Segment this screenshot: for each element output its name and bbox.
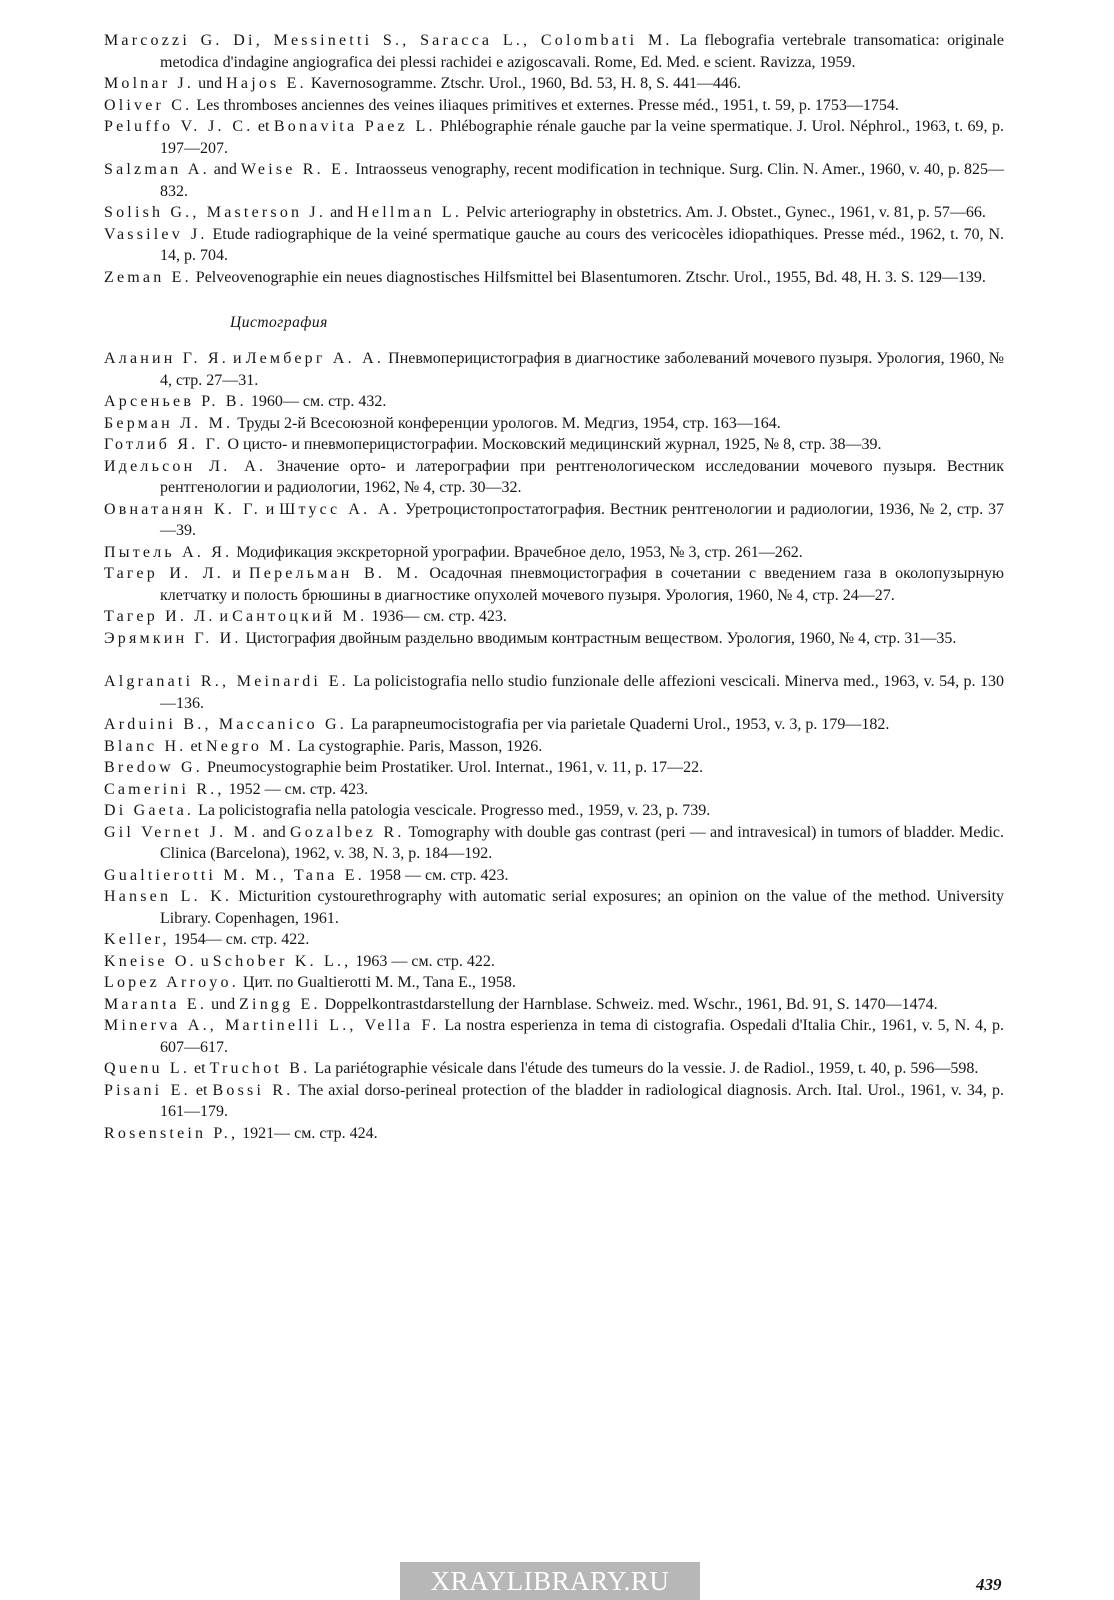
entry-coauthor: Negro M. [206,737,294,755]
entry-text: La pariétographie vésicale dans l'étude des tumeurs do la vessie. J. de Radiol., 1959, t. 40, p. 596—598. [310,1060,979,1077]
entry-author: Quenu L. [104,1060,191,1077]
entry-coauthor: Bossi R. [212,1081,294,1099]
entry-author: Gualtierotti M. M., Tana E. [104,866,365,884]
bibliography-entry [104,73,1004,95]
entry-text: О цисто- и пневмоперицистографии. Московский медицинский журнал, 1925, № 8, стр. 38—39. [223,436,882,453]
entry-author: Arduini B., Maccanico G. [104,716,347,733]
bibliography-group-ru [104,348,1004,649]
entry-text: and [209,161,241,178]
page-number: 439 [976,1575,1002,1594]
entry-author: Берман Л. М. [104,414,234,432]
entry-author: Kneise O. [104,952,197,970]
entry-text: Модификация экскреторной урографии. Врачебное дело, 1953, № 3, стр. 261—262. [232,543,803,561]
entry-author: Blanc H. [104,737,187,755]
entry-coauthor: Truchot B. [209,1060,311,1077]
entry-coauthor: Schober K. L., [212,952,352,970]
entry-text: Труды 2-й Всесоюзной конференции урологов. М. Медгиз, 1954, стр. 163—164. [233,414,781,432]
bibliography-entry [104,779,1004,801]
entry-author: Pisani E. [104,1081,191,1099]
bibliography-entry [104,159,1004,202]
entry-text: Уретроцистопростатография. Вестник рентгенологии и радиологии, 1936, № 2, стр. 37—39. [160,500,1005,539]
entry-text: Intraosseus venography, recent modification in technique. Surg. Clin. N. Amer., 1960, v. 40, p. 825—832. [160,161,1005,200]
group-spacer [104,649,1004,671]
entry-text: und [207,995,240,1013]
entry-text: и [260,500,280,518]
entry-text: La policistografia nella patologia vescicale. Progresso med., 1959, v. 23, p. 739. [194,802,711,819]
section-title: Цистография [230,314,328,331]
bibliography-entry [104,391,1004,413]
entry-author: Эрямкин Г. И. [104,629,242,647]
entry-coauthor: Сантоцкий М. [232,608,368,625]
bibliography-entry [104,822,1004,865]
entry-text: Micturition cystourethrography with automatic serial exposures; an opinion on the value of the method. University Library. Copenhagen, 1961. [160,888,1005,927]
entry-text: 1958 — см. стр. 423. [364,866,509,884]
entry-text: La nostra esperienza in tema di cistografia. Ospedali d'Italia Chir., 1961, v. 5, N. 4, p. 607—617. [160,1017,1004,1056]
bibliography-entry [104,865,1004,887]
bibliography-entry [104,1123,1004,1145]
entry-author: Rosenstein P., [104,1124,239,1142]
entry-author: Oliver C. [104,96,193,114]
entry-author: Keller, [104,931,170,948]
entry-author: Готлиб Я. Г. [104,436,224,453]
bibliography-entry [104,757,1004,779]
bibliography-entry [104,714,1004,736]
entry-coauthor: Hajos E. [226,75,307,92]
entry-author: Peluffo V. J. C. [104,118,254,135]
entry-text: и [215,608,233,625]
entry-text: Pelveovenographie ein neues diagnostisches Hilfsmittel bei Blasentumoren. Ztschr. Urol., 1955, Bd. 48, H. 3. S. 129—139. [191,268,986,286]
entry-author: Vassilev J. [104,225,208,243]
entry-text: u [196,952,213,970]
entry-text: 1960— см. стр. 432. [246,393,387,410]
bibliography-entry [104,542,1004,564]
entry-text: The axial dorso-perineal protection of the bladder in radiological diagnosis. Arch. Ital. Urol., 1961, v. 34, p. 161—179. [160,1081,1005,1120]
entry-author: Marcozzi G. Di, Messinetti S., Saracca L., Colombati M. [104,32,673,49]
entry-text: Phlébographie rénale gauche par la veine spermatique. J. Urol. Néphrol., 1963, t. 69, p. 197—207. [160,118,1004,157]
entry-coauthor: Лемберг А. А. [245,350,385,367]
bibliography-entry [104,972,1004,994]
bibliography-entry [104,434,1004,456]
entry-author: Hansen L. K. [104,888,233,905]
bibliography-entry [104,224,1004,267]
entry-author: Camerini R., [104,780,225,798]
watermark-logo: XRAYLIBRARY.RU [400,1562,700,1600]
entry-text: 1921— см. стр. 424. [238,1124,378,1142]
entry-author: Пытель А. Я. [104,543,233,561]
entry-coauthor: Штусс А. А. [279,500,401,518]
bibliography-entry [104,800,1004,822]
entry-text: Значение орто- и латерографии при рентгенологическом исследовании мочевого пузыря. Вестник рентгенологии и радиологии, 1962, № 4, стр. 30—32. [160,457,1004,496]
entry-text: La parapneumocistografia per via parietale Quaderni Urol., 1953, v. 3, p. 179—182. [346,716,890,733]
entry-coauthor: Bonavita Paez L. [273,118,436,135]
entry-text: and [258,823,290,841]
entry-coauthor: Gozalbez R. [290,823,405,841]
entry-text: et [190,1081,213,1099]
entry-text: Les thromboses anciennes des veines iliaques primitives et externes. Presse méd., 1951, t. 59, p. 1753—1754. [192,96,899,114]
entry-text: La policistografia nello studio funzionale delle affezioni vescicali. Minerva med., 1963, v. 54, p. 130—136. [160,673,1004,712]
bibliography-group-1 [104,30,1004,288]
bibliography-entry [104,563,1004,606]
entry-text: Pelvic arteriography in obstetrics. Am. J. Obstet., Gynec., 1961, v. 81, p. 57—66. [462,204,986,221]
entry-author: Lopez Arroyo. [104,974,239,991]
entry-author: Di Gaeta. [104,802,195,819]
bibliography-entry [104,606,1004,628]
bibliography-entry [104,951,1004,973]
entry-text: 1952 — см. стр. 423. [224,780,369,798]
bibliography-entry [104,736,1004,758]
entry-author: Molnar J. [104,75,195,92]
entry-text: 1963 — см. стр. 422. [351,952,495,970]
entry-author: Algranati R., Meinardi E. [104,673,349,690]
bibliography-entry [104,628,1004,650]
entry-coauthor: Hellman L. [357,204,463,221]
entry-text: und [194,75,227,92]
entry-author: Minerva A., Martinelli L., Vella F. [104,1017,440,1034]
entry-author: Gil Vernet J. M. [104,823,259,841]
entry-text: Doppelkontrastdarstellung der Harnblase. Schweiz. med. Wschr., 1961, Bd. 91, S. 1470—1474. [320,995,938,1013]
entry-text: 1936— см. стр. 423. [367,608,507,625]
bibliography-entry [104,929,1004,951]
bibliography-entry [104,1015,1004,1058]
entry-text: et [186,737,207,755]
bibliography-entry [104,499,1004,542]
entry-text: и [224,565,250,582]
entry-text: Etude radiographique de la veiné spermatique gauche au cours des vericocèles idiopathiques. Presse méd., 1962, t. 70, N. 14, p. 704. [160,225,1004,264]
bibliography-group-2 [104,671,1004,1144]
entry-author: Овнатанян К. Г. [104,500,261,518]
entry-author: Аланин Г. Я. [104,350,229,367]
entry-coauthor: Zingg E. [239,995,321,1013]
entry-coauthor: Weise R. E. [240,161,352,178]
entry-text: La flebografia vertebrale transomatica: originale metodica d'indagine angiografica dei plessi rachidei e azigoscavali. Rome, Ed. Med. e scient. Ravizza, 1959. [160,32,1005,71]
entry-author: Тагер И. Л. [104,608,216,625]
entry-text: Пневмоперицистография в диагностике заболеваний мочевого пузыря. Урология, 1960, № 4, стр. 27—31. [160,350,1004,389]
bibliography-entry [104,1058,1004,1080]
entry-author: Solish G., Masterson J. [104,204,327,221]
bibliography-entry [104,886,1004,929]
bibliography-entry [104,116,1004,159]
entry-author: Salzman A. [104,161,210,178]
entry-text: Tomography with double gas contrast (peri — and intravesical) in tumors of bladder. Medic. Clinica (Barcelona), 1962, v. 38, N. 3, p. 184—192. [160,823,1004,862]
bibliography-entry [104,202,1004,224]
bibliography-entry [104,413,1004,435]
entry-text: Цит. по Gualtierotti M. M., Tana E., 1958. [238,974,516,991]
bibliography-entry [104,267,1004,289]
entry-text: Pneumocystographie beim Prostatiker. Urol. Internat., 1961, v. 11, p. 17—22. [203,759,704,776]
entry-text: et [190,1060,210,1077]
bibliography-entry [104,456,1004,499]
entry-text: Kavernosogramme. Ztschr. Urol., 1960, Bd. 53, H. 8, S. 441—446. [306,75,742,92]
bibliography-entry [104,994,1004,1016]
entry-text: and [326,204,358,221]
bibliography-entry [104,1080,1004,1123]
entry-text: и [228,350,246,367]
entry-author: Тагер И. Л. [104,565,224,582]
entry-author: Zeman E. [104,268,192,286]
entry-text: Цистография двойным раздельно вводимым контрастным веществом. Урология, 1960, № 4, стр. 31—35. [241,629,957,647]
entry-coauthor: Перельман В. М. [249,565,422,582]
bibliography-entry [104,30,1004,73]
bibliography-column [104,30,1004,1144]
entry-text: La cystographie. Paris, Masson, 1926. [293,737,543,755]
bibliography-entry [104,95,1004,117]
entry-author: Арсеньев Р. В. [104,393,247,410]
entry-text: Осадочная пневмоцистография в сочетании с введением газа в околопузырную клетчатку и полость брюшины в диагностике опухолей мочевого пузыря. Урология, 1960, № 4, стр. 24—27. [160,565,1004,604]
entry-author: Maranta E. [104,995,208,1013]
bibliography-entry [104,348,1004,391]
entry-text: et [253,118,274,135]
entry-author: Идельсон Л. А. [104,457,267,475]
entry-author: Bredow G. [104,759,204,776]
bibliography-entry [104,671,1004,714]
entry-text: 1954— см. стр. 422. [169,931,310,948]
